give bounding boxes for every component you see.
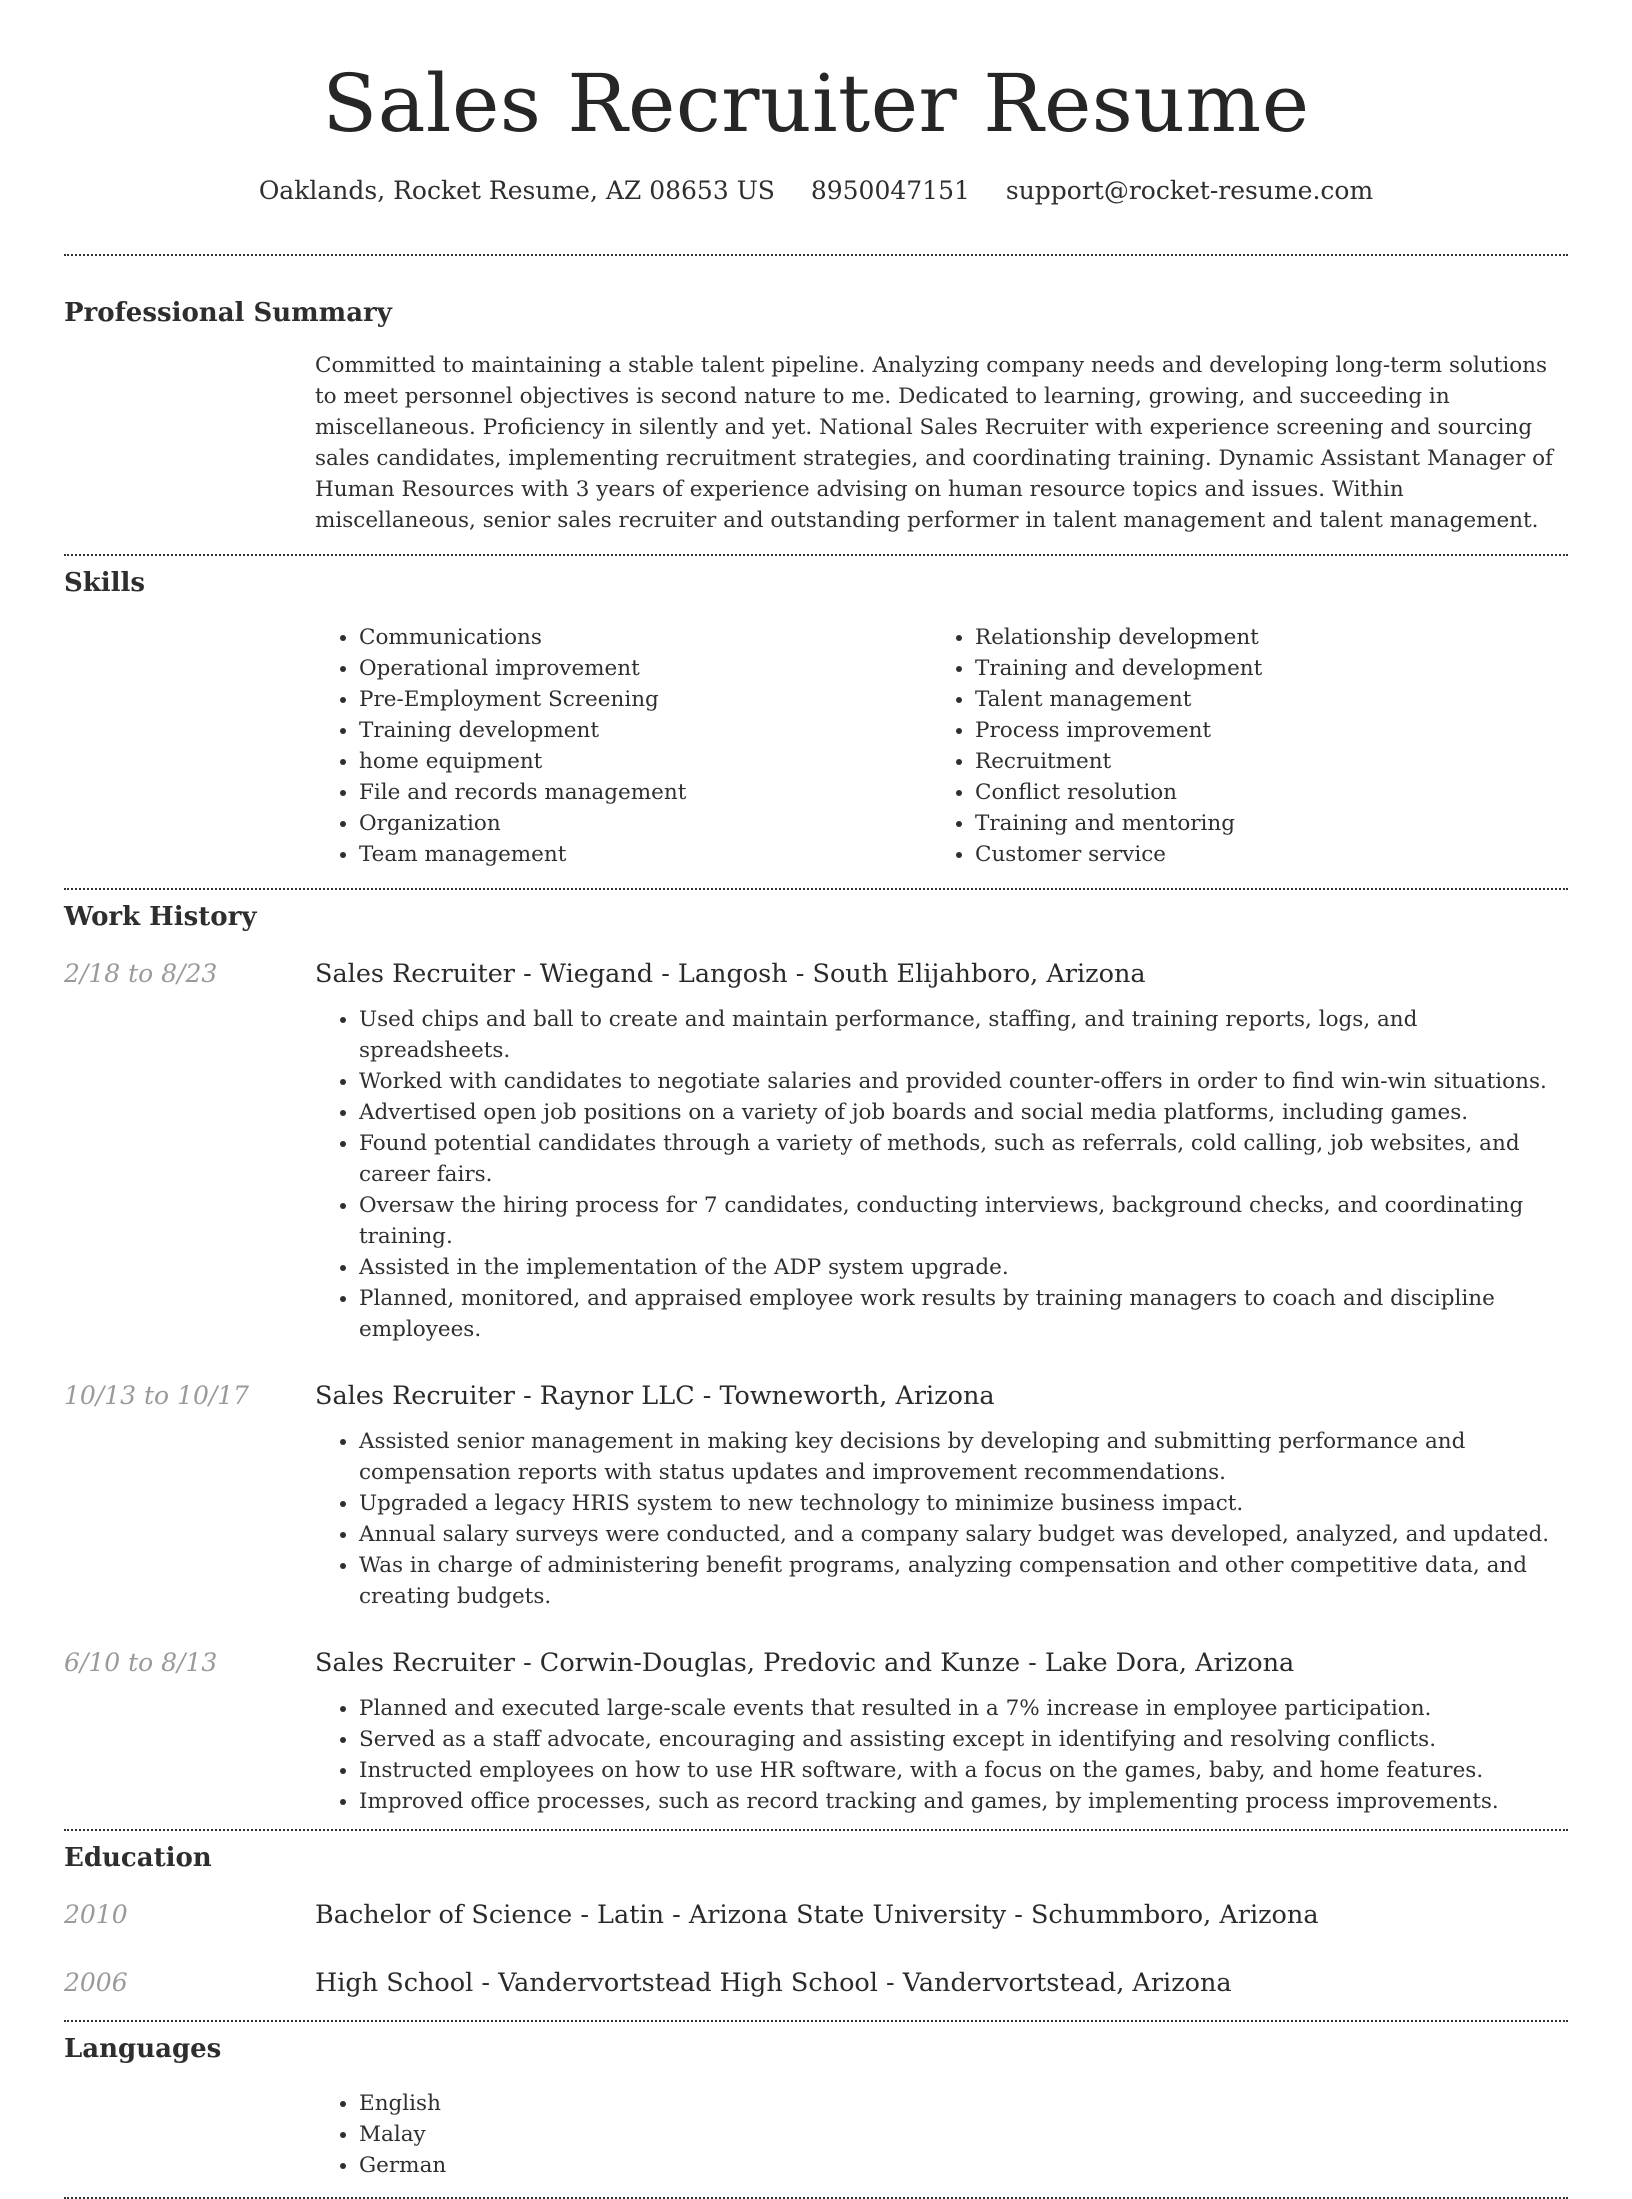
- education-year: 2010: [64, 1900, 128, 1929]
- job-dates: 6/10 to 8/13: [64, 1648, 218, 1677]
- section-title-education: Education: [64, 1843, 212, 1873]
- divider: [64, 1829, 1568, 1831]
- job-bullet: • Assisted senior management in making key decisions by developing and submitting performance and compensation reports with status updates and improvement recommendations.: [359, 1426, 1568, 1488]
- skill-item: • Recruitment: [975, 746, 1547, 777]
- skill-item: • Communications: [359, 622, 931, 653]
- skill-item: • Relationship development: [975, 622, 1547, 653]
- skills-section: [64, 566, 1568, 870]
- job-bullet: • Assisted in the implementation of the ADP system upgrade.: [359, 1252, 1568, 1283]
- contact-address: Oaklands, Rocket Resume, AZ 08653 US: [258, 176, 775, 205]
- section-title-work-history: Work History: [64, 902, 257, 932]
- job-title: Sales Recruiter - Corwin-Douglas, Predovic and Kunze - Lake Dora, Arizona: [315, 1648, 1295, 1678]
- job-bullet: • Planned, monitored, and appraised employee work results by training managers to coach and discipline employees.: [359, 1283, 1568, 1345]
- languages-section: [64, 2032, 1568, 2181]
- education-title: High School - Vandervortstead High School - Vandervortstead, Arizona: [315, 1968, 1232, 1998]
- job-entry: [64, 957, 1568, 1345]
- job-bullet: • Instructed employees on how to use HR software, with a focus on the games, baby, and home features.: [359, 1755, 1568, 1786]
- section-title-skills: Skills: [64, 568, 146, 598]
- job-bullet: • Worked with candidates to negotiate salaries and provided counter-offers in order to find win-win situations.: [359, 1066, 1568, 1097]
- resume-title: Sales Recruiter Resume: [322, 57, 1310, 150]
- skill-item: • File and records management: [359, 777, 931, 808]
- job-bullet: • Used chips and ball to create and maintain performance, staffing, and training reports, logs, and spreadsheets.: [359, 1004, 1568, 1066]
- job-bullets: [315, 1426, 1568, 1612]
- job-bullet: • Planned and executed large-scale events that resulted in a 7% increase in employee participation.: [359, 1693, 1568, 1724]
- job-bullet: • Advertised open job positions on a variety of job boards and social media platforms, including games.: [359, 1097, 1568, 1128]
- skill-item: • Training and development: [975, 653, 1547, 684]
- job-entry: [64, 1379, 1568, 1612]
- contact-email: support@rocket-resume.com: [1005, 176, 1374, 205]
- language-item: • German: [359, 2150, 1568, 2181]
- job-bullet: • Improved office processes, such as record tracking and games, by implementing process improvements.: [359, 1786, 1568, 1817]
- job-header: [64, 1379, 1568, 1413]
- summary-section: [64, 296, 1568, 536]
- job-bullets: [315, 1693, 1568, 1817]
- job-bullet: • Annual salary surveys were conducted, and a company salary budget was developed, analyzed, and updated.: [359, 1519, 1568, 1550]
- section-title-languages: Languages: [64, 2034, 222, 2064]
- job-bullets: [315, 1004, 1568, 1345]
- skills-list: [315, 622, 1568, 870]
- job-bullet: • Was in charge of administering benefit programs, analyzing compensation and other competitive data, and creating budgets.: [359, 1550, 1568, 1612]
- skills-column-right: [931, 622, 1547, 870]
- skill-item: • Conflict resolution: [975, 777, 1547, 808]
- skill-item: • Customer service: [975, 839, 1547, 870]
- divider: [64, 254, 1568, 256]
- skill-item: • Operational improvement: [359, 653, 931, 684]
- divider: [64, 554, 1568, 556]
- skills-column-left: [315, 622, 931, 870]
- skill-item: • Pre-Employment Screening: [359, 684, 931, 715]
- job-title: Sales Recruiter - Raynor LLC - Towneworth, Arizona: [315, 1381, 995, 1411]
- job-header: [64, 1646, 1568, 1680]
- job-bullet: • Found potential candidates through a variety of methods, such as referrals, cold calling, job websites, and career fairs.: [359, 1128, 1568, 1190]
- skill-item: • Training and mentoring: [975, 808, 1547, 839]
- languages-list: [315, 2088, 1568, 2181]
- education-section: [64, 1841, 1568, 2000]
- language-item: • English: [359, 2088, 1568, 2119]
- work-history-section: [64, 900, 1568, 1817]
- section-title-summary: Professional Summary: [64, 298, 392, 328]
- job-dates: 10/13 to 10/17: [64, 1381, 250, 1410]
- divider: [64, 888, 1568, 890]
- job-header: [64, 957, 1568, 991]
- skill-item: • home equipment: [359, 746, 931, 777]
- education-entry: [64, 1966, 1568, 2000]
- divider: [64, 2020, 1568, 2022]
- skill-item: • Talent management: [975, 684, 1547, 715]
- job-dates: 2/18 to 8/23: [64, 959, 218, 988]
- skill-item: • Process improvement: [975, 715, 1547, 746]
- summary-text: Committed to maintaining a stable talent pipeline. Analyzing company needs and developing long-term solutions to meet personnel objectives is second nature to me. Dedicated to learning, growing, and succeeding in miscellaneous. Proficiency in silently and yet. National Sales Recruiter with experience screening and sourcing sales candidates, implementing recruitment strategies, and coordinating training. Dynamic Assistant Manager of Human Resources with 3 years of experience advising on human resource topics and issues. Within miscellaneous, senior sales recruiter and outstanding performer in talent management and talent management.: [315, 353, 1553, 533]
- job-bullet: • Upgraded a legacy HRIS system to new technology to minimize business impact.: [359, 1488, 1568, 1519]
- language-item: • Malay: [359, 2119, 1568, 2150]
- job-bullet: • Served as a staff advocate, encouraging and assisting except in identifying and resolving conflicts.: [359, 1724, 1568, 1755]
- education-title: Bachelor of Science - Latin - Arizona State University - Schummboro, Arizona: [315, 1900, 1319, 1930]
- education-year: 2006: [64, 1968, 128, 1997]
- job-bullet: • Oversaw the hiring process for 7 candidates, conducting interviews, background checks, and coordinating training.: [359, 1190, 1568, 1252]
- education-entry: [64, 1898, 1568, 1932]
- contact-line: [64, 174, 1568, 208]
- skill-item: • Organization: [359, 808, 931, 839]
- contact-phone: 8950047151: [810, 176, 970, 205]
- skill-item: • Training development: [359, 715, 931, 746]
- job-title: Sales Recruiter - Wiegand - Langosh - South Elijahboro, Arizona: [315, 959, 1146, 989]
- job-entry: [64, 1646, 1568, 1817]
- skill-item: • Team management: [359, 839, 931, 870]
- resume-page: [64, 0, 1568, 2199]
